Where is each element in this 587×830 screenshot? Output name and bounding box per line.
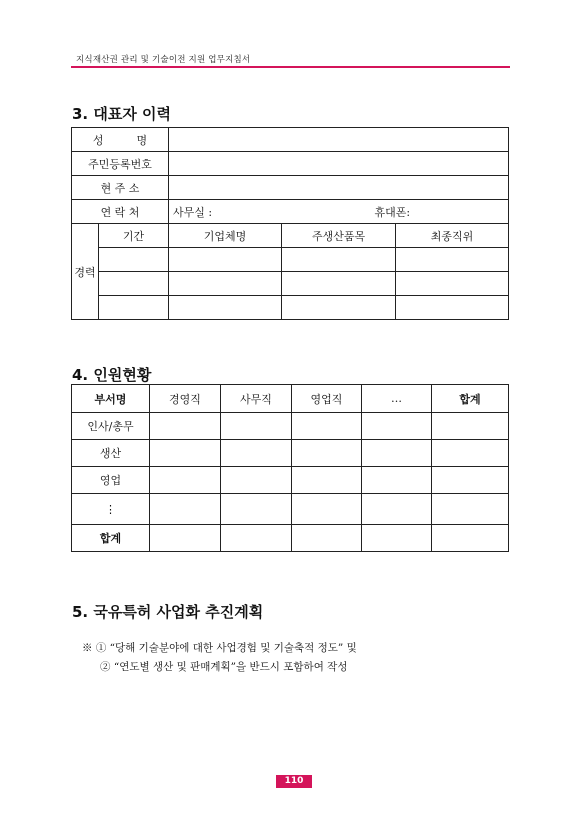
career-col-products: 주생산품목 — [282, 224, 396, 248]
section-5-title: 5. 국유특허 사업화 추진계획 — [72, 603, 264, 621]
staff-cell[interactable] — [150, 525, 221, 552]
staff-cell[interactable] — [221, 467, 292, 494]
staff-col-sales: 영업직 — [292, 385, 362, 413]
career-col-position: 최종직위 — [396, 224, 509, 248]
staff-col-ellipsis: … — [362, 385, 432, 413]
staff-cell[interactable] — [432, 525, 509, 552]
section-5-note-line-2: ② “연도별 생산 및 판매계획”을 반드시 포함하여 작성 — [100, 661, 348, 673]
resident-number-label: 주민등록번호 — [72, 152, 169, 176]
contact-value-cell[interactable] — [169, 200, 509, 224]
career-cell[interactable] — [169, 272, 282, 296]
staff-cell[interactable] — [432, 494, 509, 525]
career-cell[interactable] — [396, 296, 509, 320]
career-row — [72, 272, 509, 296]
staff-cell[interactable] — [362, 525, 432, 552]
staff-cell[interactable] — [150, 467, 221, 494]
career-col-company: 기업체명 — [169, 224, 282, 248]
career-cell[interactable] — [396, 248, 509, 272]
career-cell[interactable] — [282, 296, 396, 320]
name-value-cell[interactable] — [169, 128, 509, 152]
section-4-title: 4. 인원현황 — [72, 366, 152, 384]
document-header-title: 지식재산권 관리 및 기술이전 지원 업무지침서 — [76, 55, 251, 65]
staff-cell[interactable] — [292, 467, 362, 494]
staff-cell[interactable] — [362, 467, 432, 494]
career-cell[interactable] — [169, 296, 282, 320]
address-value-cell[interactable] — [169, 176, 509, 200]
career-label: 경력 — [72, 224, 99, 320]
page-number: 110 — [276, 775, 312, 788]
staff-cell[interactable] — [221, 494, 292, 525]
staff-col-management: 경영직 — [150, 385, 221, 413]
representative-history-table — [71, 127, 509, 320]
staff-cell[interactable] — [150, 440, 221, 467]
staff-row-label-total: 합계 — [72, 525, 150, 552]
address-label: 현 주 소 — [72, 176, 169, 200]
staff-cell[interactable] — [292, 494, 362, 525]
staff-cell[interactable] — [432, 467, 509, 494]
career-cell[interactable] — [99, 296, 169, 320]
career-cell[interactable] — [99, 272, 169, 296]
staff-status-table — [71, 384, 509, 552]
section-3-title: 3. 대표자 이력 — [72, 105, 172, 123]
staff-row-label-hr: 인사/총무 — [72, 413, 150, 440]
staff-col-department: 부서명 — [72, 385, 150, 413]
contact-label: 연 락 처 — [72, 200, 169, 224]
mobile-phone-label: 휴대폰: — [374, 205, 411, 219]
staff-cell[interactable] — [221, 525, 292, 552]
staff-cell[interactable] — [150, 494, 221, 525]
career-cell[interactable] — [282, 248, 396, 272]
name-label: 성 명 — [72, 128, 169, 152]
office-phone-label: 사무실 : — [173, 205, 213, 219]
career-col-period: 기간 — [99, 224, 169, 248]
staff-cell[interactable] — [292, 413, 362, 440]
staff-row-label-production: 생산 — [72, 440, 150, 467]
staff-cell[interactable] — [432, 413, 509, 440]
section-5-note-line-1: ※ ① “당해 기술분야에 대한 사업경험 및 기술축적 정도” 및 — [82, 642, 357, 654]
staff-cell[interactable] — [150, 413, 221, 440]
career-cell[interactable] — [282, 272, 396, 296]
staff-col-total: 합계 — [432, 385, 509, 413]
staff-cell[interactable] — [221, 413, 292, 440]
career-row — [72, 248, 509, 272]
career-cell[interactable] — [169, 248, 282, 272]
staff-cell[interactable] — [362, 413, 432, 440]
staff-cell[interactable] — [362, 440, 432, 467]
staff-cell[interactable] — [362, 494, 432, 525]
header-rule — [71, 66, 510, 68]
resident-number-value-cell[interactable] — [169, 152, 509, 176]
staff-row-label-sales: 영업 — [72, 467, 150, 494]
staff-cell[interactable] — [292, 440, 362, 467]
staff-row-label-vertical-ellipsis: ⋮ — [72, 494, 150, 525]
career-cell[interactable] — [396, 272, 509, 296]
career-row — [72, 296, 509, 320]
staff-cell[interactable] — [292, 525, 362, 552]
staff-cell[interactable] — [432, 440, 509, 467]
staff-cell[interactable] — [221, 440, 292, 467]
career-cell[interactable] — [99, 248, 169, 272]
staff-col-office: 사무직 — [221, 385, 292, 413]
